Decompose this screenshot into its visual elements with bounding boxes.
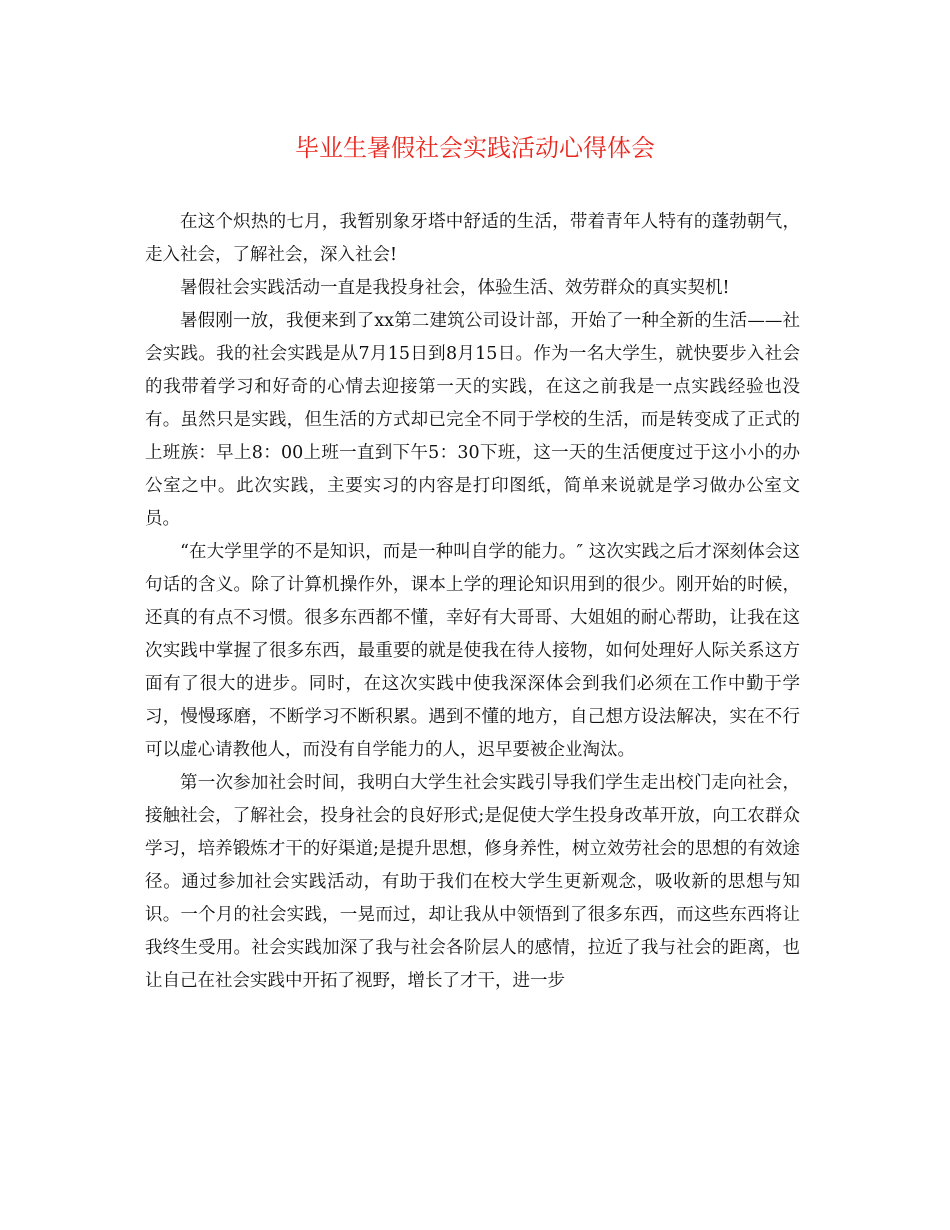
document-body bbox=[145, 206, 800, 998]
paragraph-1: 在这个炽热的七月，我暂别象牙塔中舒适的生活，带着青年人特有的蓬勃朝气，走入社会，了解社会，深入社会! bbox=[145, 212, 800, 265]
paragraph-3: 暑假刚一放，我便来到了xx第二建筑公司设计部，开始了一种全新的生活——社会实践。我的社会实践是从7月15日到8月15日。作为一名大学生，就快要步入社会的我带着学习和好奇的心情去迎接第一天的实践，在这之前我是一点实践经验也没有。虽然只是实践，但生活的方式却已完全不同于学校的生活，而是转变成了正式的上班族：早上8：00上班一直到下午5：30下班，这一天的生活便度过于这小小的办公室之中。此次实践，主要实习的内容是打印图纸，简单来说就是学习做办公室文员。 bbox=[145, 311, 800, 529]
paragraph-5: 第一次参加社会时间，我明白大学生社会实践引导我们学生走出校门走向社会，接触社会，了解社会，投身社会的良好形式;是促使大学生投身改革开放，向工农群众学习，培养锻炼才干的好渠道;是提升思想，修身养性，树立效劳社会的思想的有效途径。通过参加社会实践活动，有助于我们在校大学生更新观念，吸收新的思想与知识。一个月的社会实践，一晃而过，却让我从中领悟到了很多东西，而这些东西将让我终生受用。社会实践加深了我与社会各阶层人的感情，拉近了我与社会的距离，也让自己在社会实践中开拓了视野，增长了才干，进一步 bbox=[145, 773, 800, 991]
paragraph-2: 暑假社会实践活动一直是我投身社会，体验生活、效劳群众的真实契机! bbox=[180, 278, 730, 298]
paragraph-4: “在大学里学的不是知识，而是一种叫自学的能力。″ 这次实践之后才深刻体会这句话的含义。除了计算机操作外，课本上学的理论知识用到的很少。刚开始的时候，还真的有点不习惯。很多东西都不懂，幸好有大哥哥、大姐姐的耐心帮助，让我在这次实践中掌握了很多东西，最重要的就是使我在待人接物，如何处理好人际关系这方面有了很大的进步。同时，在这次实践中使我深深体会到我们必须在工作中勤于学习，慢慢琢磨，不断学习不断积累。遇到不懂的地方，自己想方设法解决，实在不行可以虚心请教他人，而没有自学能力的人，迟早要被企业淘汰。 bbox=[145, 542, 800, 760]
document-title: 毕业生暑假社会实践活动心得体会 bbox=[295, 134, 655, 162]
